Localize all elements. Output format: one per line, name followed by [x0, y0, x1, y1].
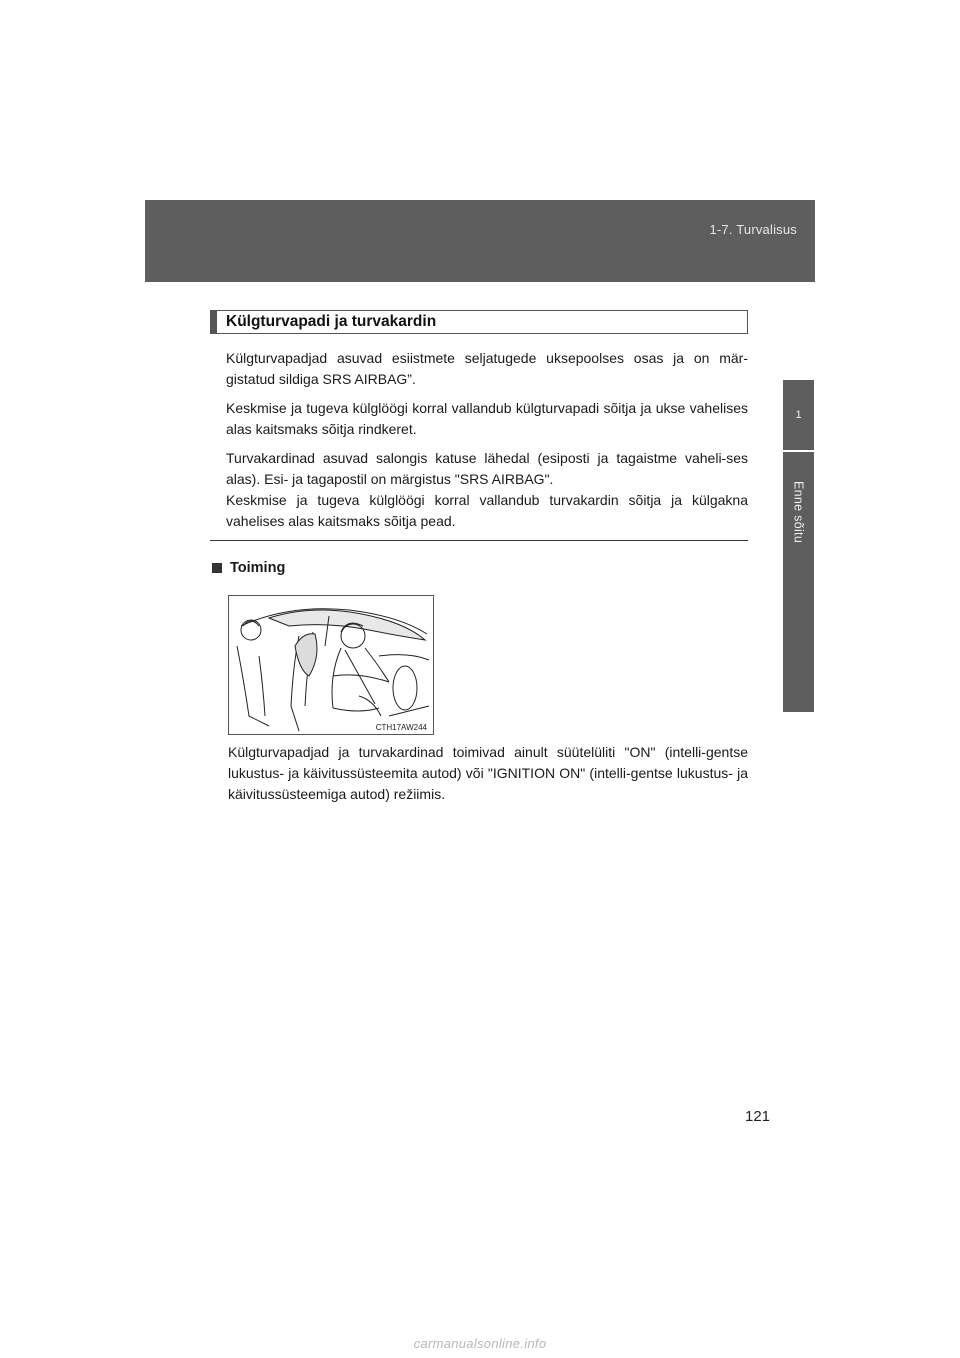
chapter-tab	[783, 452, 814, 712]
subheading-operation	[212, 560, 285, 576]
paragraph-operation: Külgturvapadjad ja turvakardinad toimivad ainult süütelüliti "ON" (intelli-gentse lukustus- ja käivitussüsteemita autod) või "IGNITION ON" (intelli-gentse lukustus- ja käivitussüsteemiga autod) režiimis.	[228, 744, 748, 802]
header-band	[145, 200, 815, 282]
chapter-tab-title: Enne sõitu	[791, 480, 806, 544]
airbag-deployment-drawing	[229, 596, 434, 735]
illustration-code: CTH17AW244	[375, 723, 427, 732]
section-heading: Külgturvapadi ja turvakardin	[226, 313, 437, 330]
paragraph-curtain-deploy: Keskmise ja tugeva külglöögi korral vallandub turvakardin sõitja ja külgakna vahelises alas kaitsmaks sõitja pead.	[226, 492, 748, 529]
heading-accent-bar	[211, 311, 217, 333]
airbag-illustration	[228, 595, 434, 735]
section-heading-box	[210, 310, 748, 334]
bullet-square-icon	[212, 563, 222, 573]
chapter-tab-number: 1	[783, 380, 814, 450]
paragraph-side-airbag-deploy: Keskmise ja tugeva külglöögi korral vallandub külgturvapadi sõitja ja ukse vahelises alas kaitsmaks sõitja rindkeret.	[226, 400, 748, 437]
section-divider	[210, 540, 748, 541]
page-number: 121	[745, 1108, 771, 1125]
subheading-text: Toiming	[230, 560, 286, 576]
paragraph-curtain-location: Turvakardinad asuvad salongis katuse lähedal (esiposti ja tagaistme vaheli-ses alas). Esi- ja tagapostil on märgistus "SRS AIRBAG".	[226, 450, 748, 487]
section-label: 1-7. Turvalisus	[709, 222, 797, 237]
watermark: carmanualsonline.info	[413, 1336, 547, 1351]
paragraph-side-airbag-location: Külgturvapadjad asuvad esiistmete seljatugede uksepoolses osas ja on mär-gistatud sildiga SRS AIRBAG”.	[226, 350, 748, 387]
